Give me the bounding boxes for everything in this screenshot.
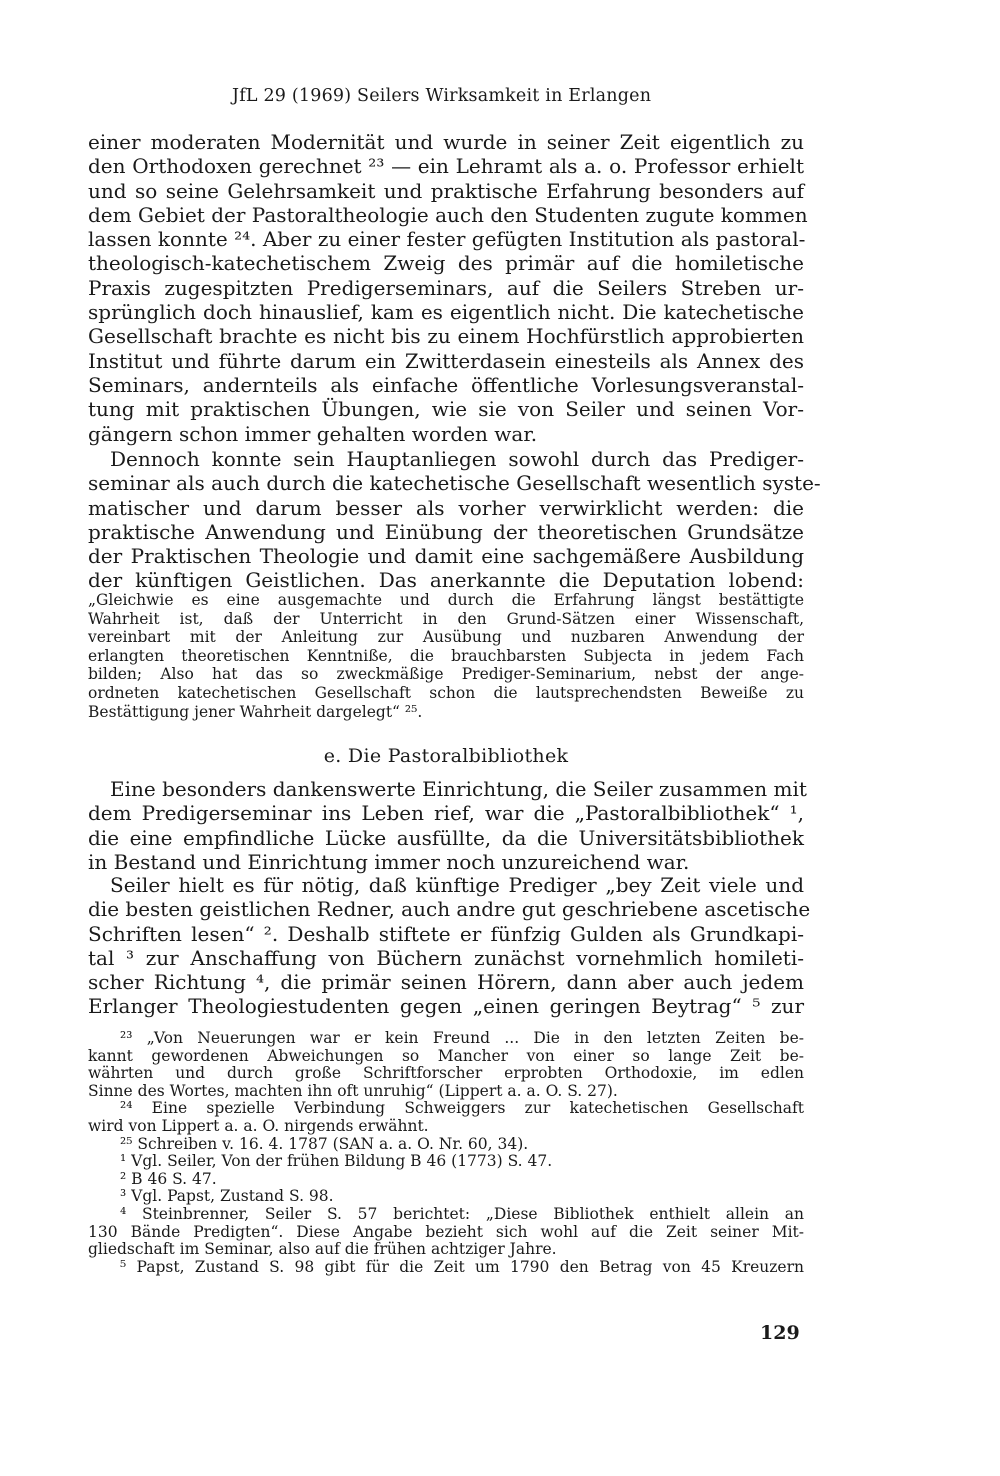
quote-line: Wahrheit ist, daß der Unterricht in den Grund-Sätzen einer Wissenschaft, [88, 609, 804, 628]
text-line: matischer und darum besser als vorher verwirklicht werden: die [88, 495, 804, 520]
text-line: Praxis zugespitzten Predigerseminars, auf die Seilers Streben ur- [88, 275, 804, 300]
footnote-line: Sinne des Wortes, machten ihn oft unruhig“ (Lippert a. a. O. S. 27). [88, 1081, 618, 1100]
page-number: 129 [760, 1322, 800, 1344]
footnote-2: ² B 46 S. 47. [120, 1169, 217, 1188]
footnote-line: gliedschaft im Seminar, also auf die frühen achtziger Jahre. [88, 1240, 557, 1259]
footnote-25: ²⁵ Schreiben v. 16. 4. 1787 (SAN a. a. O. Nr. 60, 34). [120, 1134, 529, 1153]
text-line: Institut und führte darum ein Zwitterdasein einesteils als Annex des [88, 348, 804, 373]
text-line: der Praktischen Theologie und damit eine sachgemäßere Ausbildung [88, 544, 804, 569]
text-line: seminar als auch durch die katechetische Gesellschaft wesentlich syste- [88, 471, 821, 496]
text-line: Gesellschaft brachte es nicht bis zu einem Hochfürstlich approbierten [88, 324, 804, 349]
footnote-4: ⁴ Steinbrenner, Seiler S. 57 berichtet: „Diese Bibliothek enthielt allein an [120, 1204, 804, 1223]
text-line: scher Richtung ⁴, die primär seinen Hörern, dann aber auch jedem [88, 970, 804, 995]
footnote-line: 130 Bände Predigten“. Diese Angabe bezieht sich wohl auf die Zeit seiner Mit- [88, 1222, 804, 1241]
block-quote [88, 591, 804, 721]
footnote-1: ¹ Vgl. Seiler, Von der frühen Bildung B 46 (1773) S. 47. [120, 1152, 553, 1171]
text-line: der künftigen Geistlichen. Das anerkannte die Deputation lobend: [88, 568, 804, 593]
footnote-line: währten und durch große Schriftforscher erprobten Orthodoxie, im edlen [88, 1064, 804, 1083]
text-line: dem Gebiet der Pastoraltheologie auch den Studenten zugute kommen [88, 202, 808, 227]
text-line: den Orthodoxen gerechnet ²³ — ein Lehramt als a. o. Professor erhielt [88, 154, 804, 179]
text-line: tung mit praktischen Übungen, wie sie von Seiler und seinen Vor- [88, 397, 804, 422]
quote-line: vereinbart mit der Anleitung zur Ausübung und nuzbaren Anwendung der [88, 628, 804, 647]
footnote-23: ²³ „Von Neuerungen war er kein Freund ... Die in den letzten Zeiten be- [120, 1029, 804, 1047]
footnote-5: ⁵ Papst, Zustand S. 98 gibt für die Zeit um 1790 den Betrag von 45 Kreuzern [120, 1257, 804, 1276]
text-line: dem Predigerseminar ins Leben rief, war die „Pastoralbibliothek“ ¹, [88, 801, 804, 826]
quote-line: „Gleichwie es eine ausgemachte und durch die Erfahrung längst bestättigte [88, 591, 804, 609]
paragraph-3 [88, 777, 807, 874]
text-line: Eine besonders dankenswerte Einrichtung, die Seiler zusammen mit [110, 777, 807, 801]
paragraph-4 [88, 873, 811, 1019]
text-line: einer moderaten Modernität und wurde in seiner Zeit eigentlich zu [88, 130, 804, 154]
text-line: theologisch-katechetischem Zweig des primär auf die homiletische [88, 251, 804, 276]
text-line: und so seine Gelehrsamkeit und praktische Erfahrung besonders auf [88, 178, 804, 203]
quote-line: erlangten theoretischen Kenntniße, die brauchbarsten Subjecta in jedem Fach [88, 646, 804, 665]
text-line: gängern schon immer gehalten worden war. [88, 421, 538, 446]
footnote-24: ²⁴ Eine spezielle Verbindung Schweiggers zur katechetischen Gesellschaft [120, 1099, 804, 1118]
paragraph-2 [88, 447, 821, 593]
text-line: Seiler hielt es für nötig, daß künftige Prediger „bey Zeit viele und [110, 873, 804, 897]
footnote-3: ³ Vgl. Papst, Zustand S. 98. [120, 1187, 334, 1206]
paragraph-1 [88, 130, 808, 446]
running-header: JfL 29 (1969) Seilers Wirksamkeit in Erlangen [232, 86, 652, 106]
quote-line: ordneten katechetischen Gesellschaft schon die lautsprechendsten Beweiße zu [88, 683, 804, 702]
text-line: lassen konnte ²⁴. Aber zu einer fester gefügten Institution als pastoral- [88, 227, 806, 252]
quote-line: bilden; Also hat das so zweckmäßige Prediger-Seminarium, nebst der ange- [88, 665, 804, 684]
text-line: praktische Anwendung und Einübung der theoretischen Grundsätze [88, 519, 804, 544]
text-line: Erlanger Theologiestudenten gegen „einen geringen Beytrag“ ⁵ zur [88, 994, 804, 1019]
footnote-line: kannt gewordenen Abweichungen so Mancher von einer so lange Zeit be- [88, 1046, 804, 1065]
text-line: Dennoch konnte sein Hauptanliegen sowohl durch das Prediger- [110, 447, 804, 471]
text-line: Seminars, andernteils als einfache öffentliche Vorlesungsveranstal- [88, 372, 804, 397]
text-line: Schriften lesen“ ². Deshalb stiftete er fünfzig Gulden als Grundkapi- [88, 921, 804, 946]
text-line: sprünglich doch hinauslief, kam es eigentlich nicht. Die katechetische [88, 300, 804, 325]
text-line: tal ³ zur Anschaffung von Büchern zunächst vornehmlich homileti- [88, 945, 804, 970]
text-line: in Bestand und Einrichtung immer noch unzureichend war. [88, 849, 690, 874]
footnotes [88, 1030, 804, 1276]
section-heading: e. Die Pastoralbibliothek [323, 745, 569, 767]
text-line: die eine empfindliche Lücke ausfüllte, da die Universitätsbibliothek [88, 825, 804, 850]
text-line: die besten geistlichen Redner, auch andre gut geschriebene ascetische [88, 897, 811, 922]
quote-line: Bestättigung jener Wahrheit dargelegt“ ²⁵. [88, 702, 423, 721]
footnote-line: wird von Lippert a. a. O. nirgends erwähnt. [88, 1116, 429, 1135]
